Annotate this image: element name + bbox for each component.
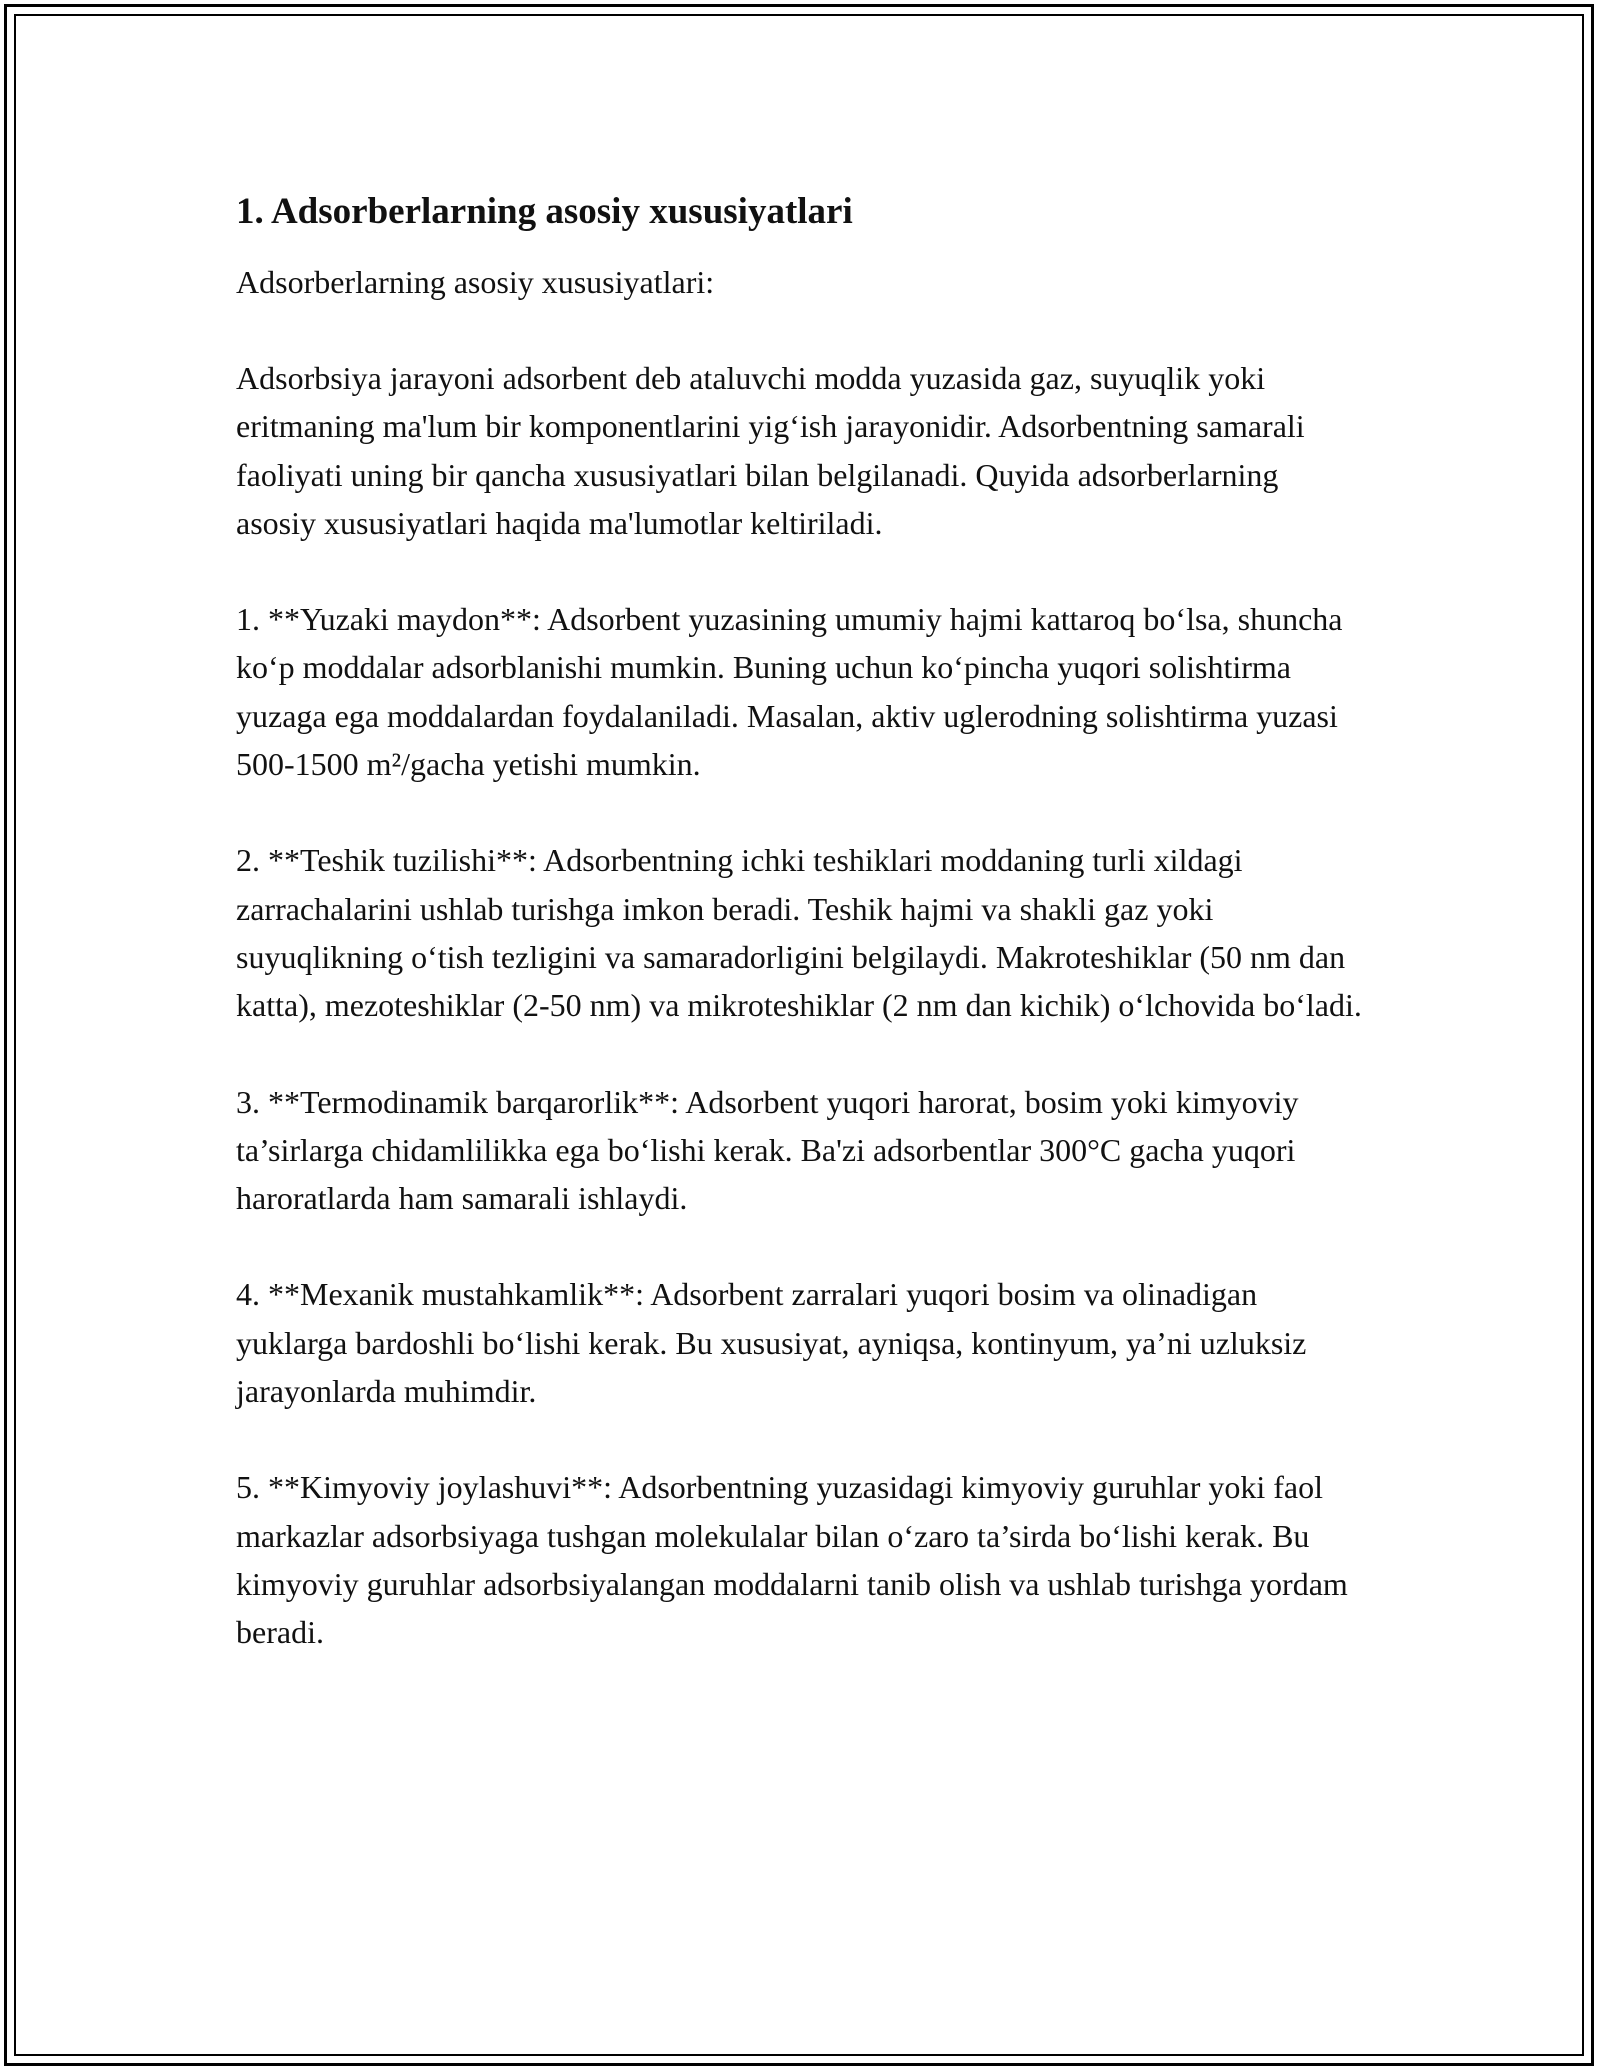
property-pore-structure: 2. **Teshik tuzilishi**: Adsorbentning ichki teshiklari moddaning turli xildagi zarrachalarini ushlab turishga imkon beradi. Teshik hajmi va shakli gaz yoki suyuqlikning o‘tish tezligini va samaradorligini belgilaydi. Makroteshiklar (50 nm dan katta), mezoteshiklar (2-50 nm) va mikroteshiklar (2 nm dan kichik) o‘lchovida bo‘ladi.	[236, 842, 1362, 1024]
section-heading: 1. Adsorberlarning asosiy xususiyatlari	[236, 191, 853, 232]
intro-label: Adsorberlarning asosiy xususiyatlari:	[236, 264, 715, 300]
document-body	[236, 188, 1366, 1657]
property-surface-area: 1. **Yuzaki maydon**: Adsorbent yuzasining umumiy hajmi kattaroq bo‘lsa, shuncha ko‘p moddalar adsorblanishi mumkin. Buning uchun ko‘pincha yuqori solishtirma yuzaga ega moddalardan foydalaniladi. Masalan, aktiv uglerodning solishtirma yuzasi 500-1500 m²/gacha yetishi mumkin.	[236, 601, 1343, 783]
intro-paragraph: Adsorbsiya jarayoni adsorbent deb ataluvchi modda yuzasida gaz, suyuqlik yoki eritmaning ma'lum bir komponentlarini yig‘ish jarayonidir. Adsorbentning samarali faoliyati uning bir qancha xususiyatlari bilan belgilanadi. Quyida adsorberlarning asosiy xususiyatlari haqida ma'lumotlar keltiriladi.	[236, 360, 1305, 541]
property-thermodynamic-stability: 3. **Termodinamik barqarorlik**: Adsorbent yuqori harorat, bosim yoki kimyoviy ta’sirlarga chidamlilikka ega bo‘lishi kerak. Ba'zi adsorbentlar 300°C gacha yuqori haroratlarda ham samarali ishlaydi.	[236, 1083, 1299, 1217]
property-chemical-sites: 5. **Kimyoviy joylashuvi**: Adsorbentning yuzasidagi kimyoviy guruhlar yoki faol markazlar adsorbsiyaga tushgan molekulalar bilan o‘zaro ta’sirda bo‘lishi kerak. Bu kimyoviy guruhlar adsorbsiyalangan moddalarni tanib olish va ushlab turishga yordam beradi.	[236, 1469, 1348, 1651]
property-mechanical-strength: 4. **Mexanik mustahkamlik**: Adsorbent zarralari yuqori bosim va olinadigan yuklarga bardoshli bo‘lishi kerak. Bu xususiyat, ayniqsa, kontinyum, ya’ni uzluksiz jarayonlarda muhimdir.	[236, 1276, 1307, 1410]
